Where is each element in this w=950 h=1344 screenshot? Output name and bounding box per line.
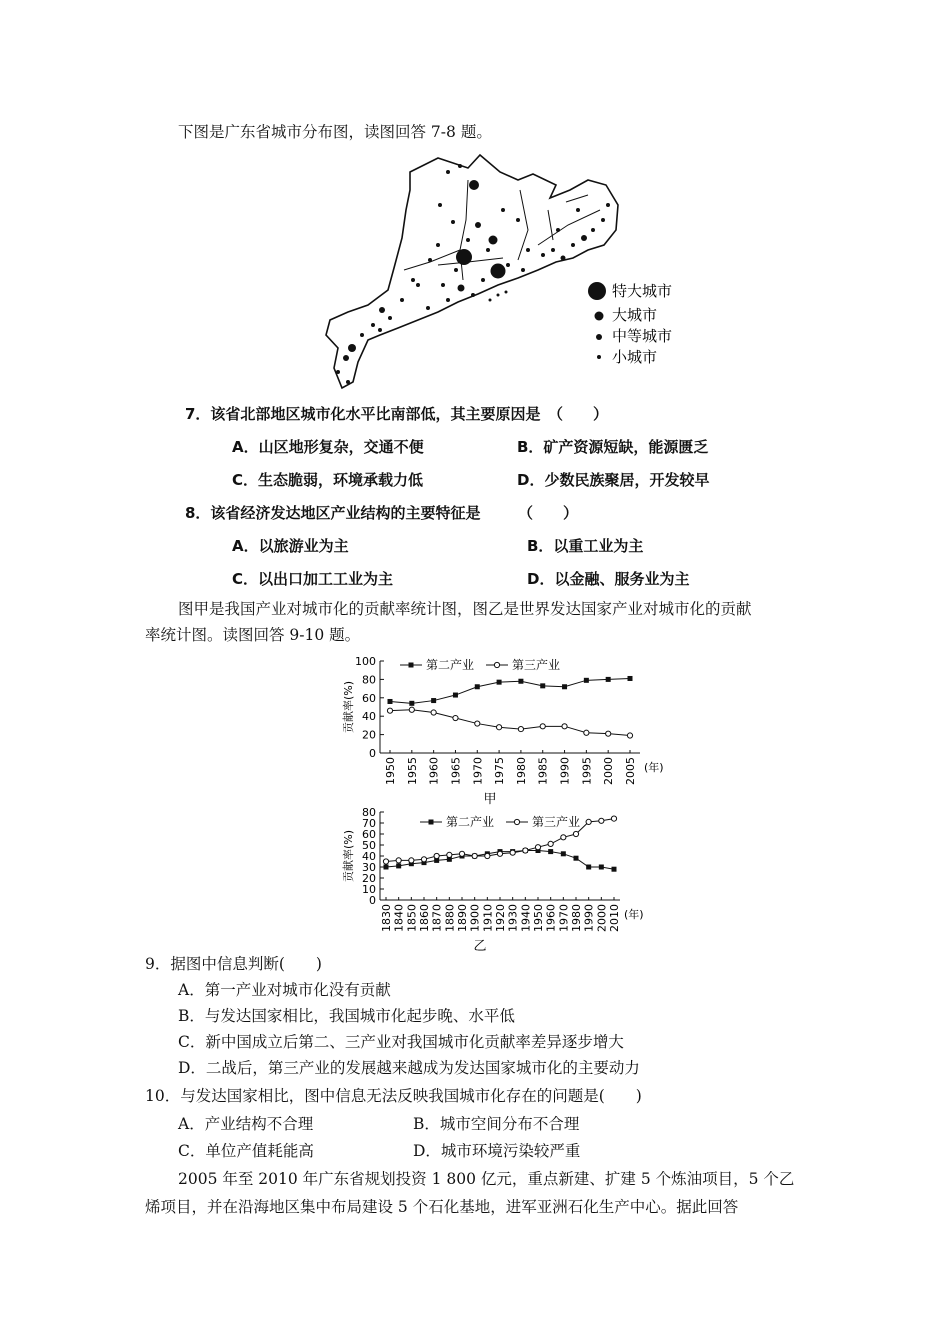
legend-megacity-icon — [588, 282, 606, 300]
x-tick-label: 1980 — [570, 904, 583, 932]
data-point — [475, 721, 480, 726]
paragraph-3-line2: 烯项目，并在沿海地区集中布局建设 5 个石化基地，进军亚洲石化生产中心。据此回答 — [145, 1198, 739, 1216]
q7-stem: 7．该省北部地区城市化水平比南部低，其主要原因是 （ ） — [185, 405, 608, 423]
data-point — [606, 677, 611, 682]
x-tick-label: 2005 — [624, 757, 637, 785]
x-unit-label: (年) — [644, 761, 664, 774]
data-point — [586, 865, 591, 870]
data-point — [496, 725, 501, 730]
q7-option-c: C．生态脆弱，环境承载力低 — [232, 471, 424, 489]
data-point — [584, 678, 589, 683]
x-tick-label: 1990 — [558, 757, 572, 785]
legend-label: 第三产业 — [512, 658, 561, 672]
q9-option-d: D．二战后，第三产业的发展越来越成为发达国家城市化的主要动力 — [178, 1059, 640, 1077]
q7-option-a: A．山区地形复杂，交通不便 — [232, 438, 424, 456]
data-point — [431, 698, 436, 703]
legend-label: 第二产业 — [426, 658, 475, 672]
y-tick-label: 70 — [362, 817, 376, 830]
x-tick-label: 1850 — [405, 904, 419, 932]
data-point — [396, 858, 401, 863]
data-point — [434, 853, 439, 858]
data-point — [409, 707, 414, 712]
x-tick-label: 1930 — [506, 904, 520, 932]
chart-yi — [335, 800, 655, 954]
data-point — [421, 857, 426, 862]
intro-text-2-line1: 图甲是我国产业对城市化的贡献率统计图，图乙是世界发达国家产业对城市化的贡献 — [178, 600, 752, 618]
legend-marker — [409, 663, 414, 668]
y-tick-label: 0 — [369, 894, 376, 907]
chart-title: 乙 — [473, 939, 487, 954]
data-point — [453, 693, 458, 698]
q7-option-d: D．少数民族聚居，开发较早 — [517, 471, 710, 489]
data-point — [510, 850, 515, 855]
q8-option-d: D．以金融、服务业为主 — [527, 570, 690, 588]
x-tick-label: 1900 — [468, 904, 482, 932]
y-tick-label: 30 — [362, 861, 376, 874]
data-point — [599, 865, 604, 870]
data-point — [497, 680, 502, 685]
q10-option-d: D．城市环境污染较严重 — [413, 1142, 581, 1160]
q8-option-a: A．以旅游业为主 — [232, 537, 349, 555]
legend-megacity-label: 特大城市 — [612, 282, 673, 300]
data-point — [383, 859, 388, 864]
x-tick-label: 1965 — [449, 757, 463, 785]
paragraph-3-line1: 2005 年至 2010 年广东省规划投资 1 800 亿元，重点新建、扩建 5 个炼油项目，5 个乙 — [178, 1170, 795, 1188]
data-point — [475, 684, 480, 689]
data-point — [472, 853, 477, 858]
data-point — [409, 858, 414, 863]
y-tick-label: 80 — [362, 806, 376, 819]
data-point — [599, 818, 604, 823]
chart-title: 甲 — [483, 792, 497, 807]
legend-medium-city-label: 中等城市 — [612, 327, 673, 345]
q8-option-c: C．以出口加工工业为主 — [232, 570, 394, 588]
q9-option-b: B．与发达国家相比，我国城市化起步晚、水平低 — [178, 1007, 515, 1025]
data-point — [574, 856, 579, 861]
y-tick-label: 40 — [362, 850, 376, 863]
q9-stem: 9．据图中信息判断( ) — [145, 955, 322, 973]
q10-option-b: B．城市空间分布不合理 — [413, 1115, 580, 1133]
q9-option-c: C．新中国成立后第二、三产业对我国城市化贡献率差异逐步增大 — [178, 1033, 624, 1051]
data-point — [612, 867, 617, 872]
legend-large-city-label: 大城市 — [612, 306, 658, 324]
x-tick-label: 1995 — [580, 757, 594, 785]
y-tick-label: 60 — [362, 828, 376, 841]
data-point — [518, 679, 523, 684]
y-tick-label: 60 — [362, 691, 376, 705]
y-axis-label: 贡献率(%) — [342, 680, 355, 734]
data-point — [586, 819, 591, 824]
x-tick-label: 2000 — [602, 757, 616, 785]
x-tick-label: 2000 — [595, 904, 609, 932]
data-point — [540, 683, 545, 688]
legend-large-city-icon — [595, 312, 604, 321]
data-point — [384, 865, 389, 870]
data-point — [409, 701, 414, 706]
x-tick-label: 1970 — [557, 904, 571, 932]
q9-option-a: A．第一产业对城市化没有贡献 — [178, 981, 391, 999]
legend-small-city-label: 小城市 — [612, 348, 658, 366]
data-point — [388, 699, 393, 704]
legend-label: 第二产业 — [446, 815, 495, 829]
y-tick-label: 50 — [362, 839, 376, 852]
data-point — [628, 676, 633, 681]
legend-marker — [514, 819, 519, 824]
x-tick-label: 1975 — [493, 757, 507, 785]
x-tick-label: 1960 — [544, 904, 558, 932]
x-tick-label: 1960 — [427, 757, 441, 785]
data-point — [387, 708, 392, 713]
data-point — [431, 710, 436, 715]
data-point — [548, 849, 553, 854]
data-point — [396, 863, 401, 868]
data-point — [562, 684, 567, 689]
x-tick-label: 1950 — [384, 757, 397, 785]
q8-stem: 8．该省经济发达地区产业结构的主要特征是 （ ） — [185, 504, 578, 522]
data-point — [540, 724, 545, 729]
x-tick-label: 1940 — [519, 904, 533, 932]
legend-marker — [494, 662, 499, 667]
data-point — [453, 715, 458, 720]
y-tick-label: 40 — [362, 710, 376, 724]
data-point — [548, 841, 553, 846]
data-point — [562, 724, 567, 729]
x-tick-label: 1980 — [514, 757, 528, 785]
data-point — [535, 845, 540, 850]
intro-text-1: 下图是广东省城市分布图，读图回答 7-8 题。 — [178, 123, 492, 141]
x-tick-label: 1890 — [456, 904, 469, 932]
y-tick-label: 100 — [355, 655, 376, 668]
data-point — [497, 851, 502, 856]
guangdong-city-map — [318, 150, 738, 395]
legend-medium-city-icon — [596, 334, 602, 340]
series-line — [390, 710, 630, 736]
series-line — [390, 678, 630, 703]
data-point — [523, 848, 528, 853]
x-tick-label: 2010 — [608, 904, 621, 932]
chart-jia — [335, 653, 664, 807]
data-point — [459, 851, 464, 856]
legend-marker — [429, 820, 434, 825]
data-point — [561, 851, 566, 856]
y-tick-label: 0 — [369, 747, 376, 760]
x-tick-label: 1860 — [418, 904, 431, 932]
x-tick-label: 1910 — [481, 904, 495, 932]
data-point — [584, 730, 589, 735]
y-tick-label: 80 — [362, 673, 376, 687]
data-point — [518, 726, 523, 731]
q8-option-b: B．以重工业为主 — [527, 537, 644, 555]
data-point — [447, 852, 452, 857]
data-point — [561, 835, 566, 840]
x-tick-label: 1870 — [430, 904, 444, 932]
q10-stem: 10．与发达国家相比，图中信息无法反映我国城市化存在的问题是( ) — [145, 1087, 642, 1105]
data-point — [611, 816, 616, 821]
x-tick-label: 1920 — [494, 904, 507, 932]
data-point — [627, 733, 632, 738]
intro-text-2-line2: 率统计图。读图回答 9-10 题。 — [145, 626, 361, 644]
y-tick-label: 10 — [362, 883, 376, 896]
x-tick-label: 1985 — [536, 757, 550, 785]
x-tick-label: 1955 — [405, 757, 419, 785]
x-tick-label: 1840 — [392, 904, 406, 932]
y-tick-label: 20 — [362, 872, 376, 885]
x-tick-label: 1990 — [582, 904, 596, 932]
y-tick-label: 20 — [362, 728, 376, 742]
q10-option-a: A．产业结构不合理 — [178, 1115, 314, 1133]
x-tick-label: 1880 — [443, 904, 457, 932]
legend-label: 第三产业 — [532, 815, 581, 829]
x-tick-label: 1950 — [532, 904, 545, 932]
y-axis-label: 贡献率(%) — [342, 829, 355, 883]
data-point — [485, 853, 490, 858]
x-tick-label: 1830 — [380, 904, 393, 932]
legend-small-city-icon — [597, 355, 601, 359]
x-unit-label: (年) — [624, 908, 644, 921]
x-tick-label: 1970 — [471, 757, 485, 785]
data-point — [573, 831, 578, 836]
data-point — [606, 731, 611, 736]
q10-option-c: C．单位产值耗能高 — [178, 1142, 314, 1160]
q7-option-b: B．矿产资源短缺，能源匮乏 — [517, 438, 709, 456]
